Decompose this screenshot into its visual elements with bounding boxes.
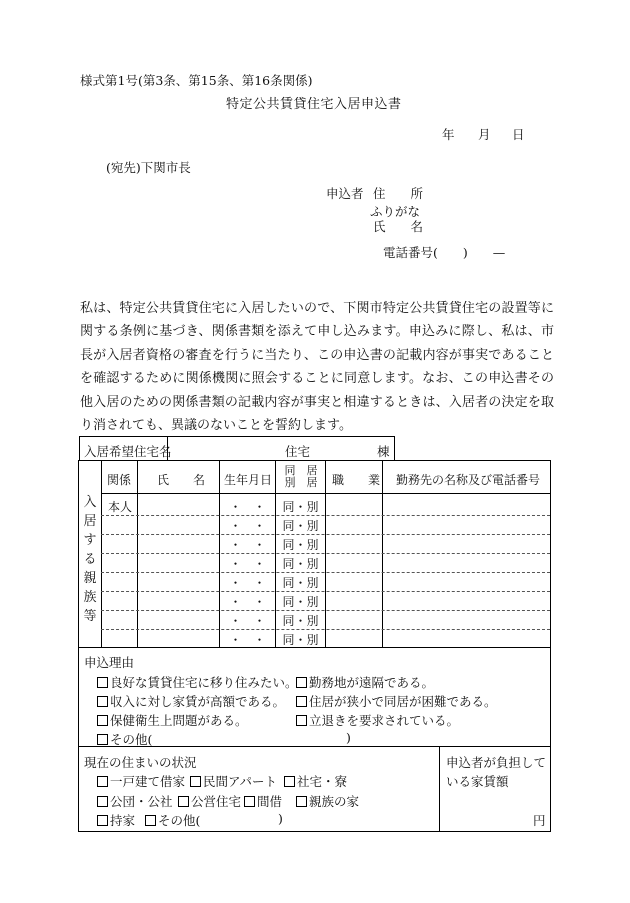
checkbox[interactable] [97, 677, 108, 688]
current-option[interactable]: 親族の家 [296, 792, 359, 810]
rent-unit: 円 [533, 813, 546, 828]
family-col-line [137, 461, 138, 647]
housing-building-label: 棟 [377, 444, 390, 459]
date-month: 月 [478, 127, 491, 142]
family-col-line [382, 461, 383, 647]
checkbox[interactable] [145, 815, 156, 826]
current-label: 現在の住まいの状況 [84, 755, 197, 770]
reason-option[interactable]: 保健衛生上問題がある。 [97, 711, 248, 729]
current-option[interactable]: 公団・公社 [97, 792, 173, 810]
header-cohab: 同 居 別 居 [284, 464, 318, 489]
checkbox[interactable] [296, 796, 307, 807]
address-label: 住 所 [373, 186, 424, 201]
family-row-line [101, 629, 550, 630]
family-row-line [101, 591, 550, 592]
reason-option[interactable]: 良好な賃貸住宅に移り住みたい。 [97, 673, 298, 691]
family-header-line [101, 493, 550, 494]
form-number: 様式第1号(第3条、第15条、第16条関係) [80, 73, 313, 88]
rent-label-line1: 申込者が負担して [446, 755, 547, 770]
checkbox[interactable] [97, 796, 108, 807]
checkbox[interactable] [190, 776, 201, 787]
reason-option[interactable]: 収入に対し家賃が高額である。 [97, 692, 285, 710]
consent-statement: 私は、特定公共賃貸住宅に入居したいので、下関市特定公共賃貸住宅の設置等に関する条例に基づき、関係書類を添えて申し込みます。申込みに際し、私は、市長が入居者資格の審査を行うに当たり、この申込書の記載内容が事実であることを確認するために関係機関に照会することに同意します。なお、この申込書その他入居のための関係書類の記載内容が事実と相違するときは、入居者の決定を取り消されても、異議のないことを誓約します。 [80, 301, 554, 434]
row-cohab: 同・別 [282, 633, 319, 647]
checkbox[interactable] [296, 696, 307, 707]
header-workplace: 勤務先の名称及び電話番号 [396, 473, 541, 487]
reason-label: 申込理由 [84, 655, 135, 670]
current-option[interactable]: 民間アパート [190, 772, 277, 790]
checkbox[interactable] [244, 796, 255, 807]
reason-option[interactable]: 勤務地が遠隔である。 [296, 673, 434, 691]
reason-option-other[interactable]: その他( [97, 730, 152, 748]
header-birth: 生年月日 [224, 473, 273, 487]
furigana-label: ふりがな [370, 204, 421, 219]
checkbox[interactable] [296, 677, 307, 688]
applicant-label: 申込者 [326, 186, 364, 201]
current-other-close: ) [278, 811, 283, 826]
current-option-other[interactable]: その他( [145, 811, 200, 829]
housing-label: 入居希望住宅名 [84, 444, 172, 459]
row-birth: ・ ・ [229, 633, 266, 647]
row-relation: 本人 [108, 500, 133, 514]
row-cohab: 同・別 [282, 519, 319, 533]
header-relation: 関係 [107, 473, 132, 487]
row-cohab: 同・別 [282, 500, 319, 514]
reason-other-close: ) [346, 730, 351, 745]
row-birth: ・ ・ [229, 576, 266, 590]
row-birth: ・ ・ [229, 500, 266, 514]
family-row-line [101, 534, 550, 535]
current-option[interactable]: 社宅・寮 [284, 772, 347, 790]
family-row-line [101, 572, 550, 573]
date-day: 日 [512, 127, 525, 142]
row-birth: ・ ・ [229, 557, 266, 571]
row-cohab: 同・別 [282, 538, 319, 552]
row-birth: ・ ・ [229, 538, 266, 552]
row-birth: ・ ・ [229, 614, 266, 628]
family-row-line [101, 610, 550, 611]
checkbox[interactable] [97, 696, 108, 707]
family-row-line [101, 553, 550, 554]
row-cohab: 同・別 [282, 557, 319, 571]
current-option[interactable]: 一戸建て借家 [97, 772, 185, 790]
current-option[interactable]: 公営住宅 [178, 792, 241, 810]
checkbox[interactable] [97, 734, 108, 745]
reason-option[interactable]: 住居が狭小で同居が困難である。 [296, 692, 497, 710]
current-option[interactable]: 間借 [244, 792, 282, 810]
row-birth: ・ ・ [229, 595, 266, 609]
rent-divider [439, 747, 440, 831]
addressee: (宛先)下関市長 [106, 160, 191, 175]
family-side-label: 入 居 す る 親 族 等 [83, 495, 97, 624]
header-name: 氏 名 [157, 473, 206, 487]
row-birth: ・ ・ [229, 519, 266, 533]
housing-house-label: 住宅 [285, 444, 311, 459]
checkbox[interactable] [296, 715, 307, 726]
name-label: 氏 名 [373, 219, 424, 234]
checkbox[interactable] [97, 776, 108, 787]
checkbox[interactable] [178, 796, 189, 807]
header-job: 職 業 [332, 473, 381, 487]
form-title: 特定公共賃貸住宅入居申込書 [226, 97, 402, 112]
date-year: 年 [442, 127, 455, 142]
row-cohab: 同・別 [282, 614, 319, 628]
checkbox[interactable] [97, 815, 108, 826]
rent-label-line2: いる家賃額 [446, 774, 509, 789]
phone-label: 電話番号( ) — [383, 245, 506, 260]
reason-option[interactable]: 立退きを要求されている。 [296, 711, 459, 729]
family-col-line [325, 461, 326, 647]
family-row-line [101, 515, 550, 516]
checkbox[interactable] [284, 776, 295, 787]
family-col-line [101, 461, 102, 647]
row-cohab: 同・別 [282, 595, 319, 609]
checkbox[interactable] [97, 715, 108, 726]
current-option[interactable]: 持家 [97, 811, 135, 829]
row-cohab: 同・別 [282, 576, 319, 590]
